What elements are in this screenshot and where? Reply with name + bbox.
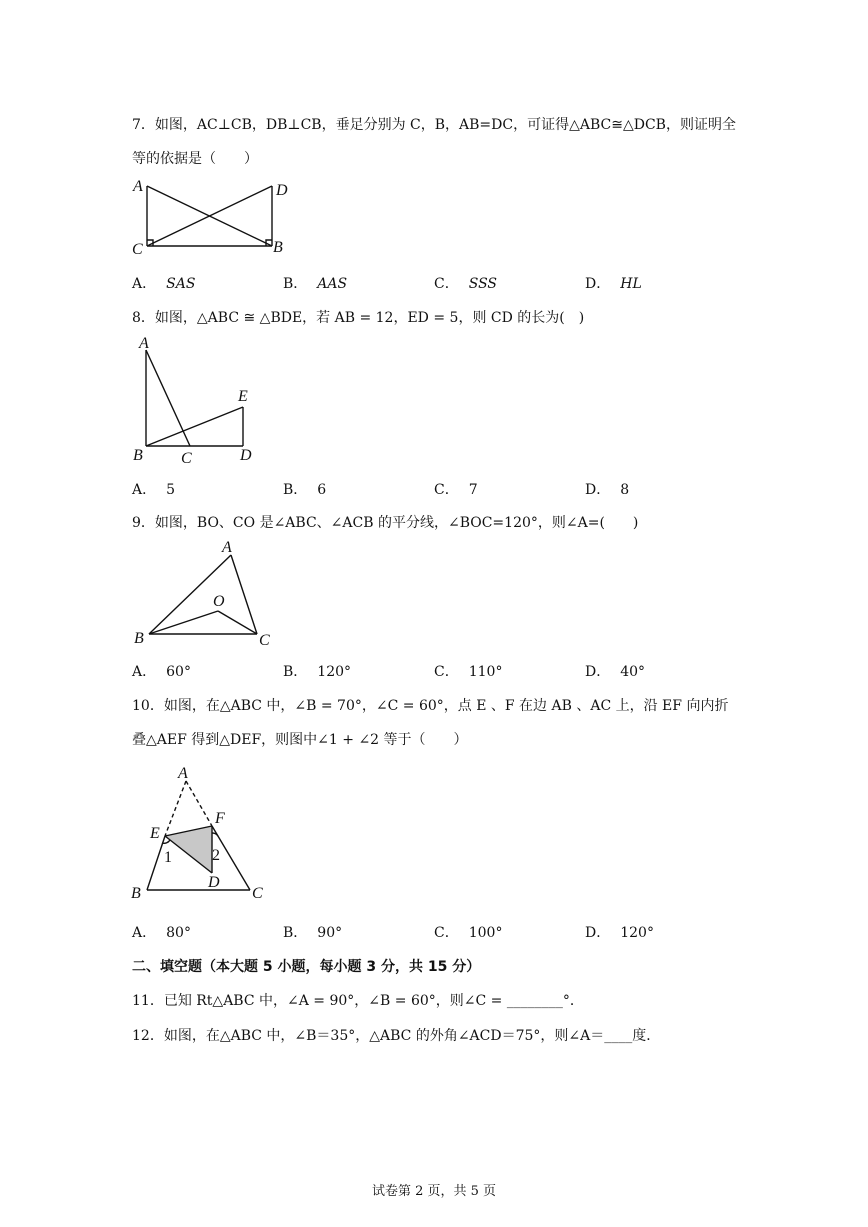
option-text: 5 [166,482,176,498]
q7-label-B: B [273,239,283,256]
q10-option-d[interactable] [585,922,654,942]
q9-option-d[interactable] [585,661,645,681]
option-letter: C． [434,276,459,292]
q10-stem-line1: 10．如图，在△ABC 中，∠B = 70°，∠C = 60°，点 E 、F 在边 AB 、AC 上，沿 EF 向内折 [132,698,729,714]
q10-label-D: D [208,874,220,891]
q9-label-B: B [134,630,144,647]
q8-option-c[interactable] [434,479,478,499]
option-letter: A． [132,664,157,680]
q9-option-a[interactable] [132,661,191,681]
q9-stem: 9．如图，BO、CO 是∠ABC、∠ACB 的平分线，∠BOC=120°，则∠A=( ) [132,515,639,531]
section-heading-fill-in: 二、填空题（本大题 5 小题，每小题 3 分，共 15 分） [132,959,481,975]
q9-label-C: C [259,632,270,649]
option-letter: B． [283,925,308,941]
option-letter: A． [132,276,157,292]
option-text: 110° [468,664,503,680]
option-text: 40° [620,664,646,680]
q8-option-b[interactable] [283,479,326,499]
q8-options [132,479,752,499]
q7-stem-line1: 7．如图，AC⊥CB，DB⊥CB，垂足分别为 C，B，AB=DC，可证得△ABC≅△DCB，则证明全 [132,117,736,133]
q9-label-O: O [213,593,225,610]
option-letter: B． [283,276,308,292]
q10-label-A: A [178,765,188,782]
q10-stem-line2: 叠△AEF 得到△DEF，则图中∠1 + ∠2 等于（ ） [132,732,468,748]
q8-label-A: A [139,335,149,352]
option-text: 60° [166,664,191,680]
option-letter: D． [585,482,611,498]
q7-option-c[interactable] [434,273,497,293]
q10-label-angle1: 1 [164,849,172,866]
q9-option-c[interactable] [434,661,502,681]
q7-options [132,273,752,293]
option-text: 80° [166,925,191,941]
q10-label-B: B [131,885,141,902]
q11-stem: 11．已知 Rt△ABC 中，∠A = 90°，∠B = 60°，则∠C = ________°． [132,993,584,1009]
q10-option-c[interactable] [434,922,502,942]
option-text: AAS [317,276,348,292]
q7-label-A: A [133,178,143,195]
q7-option-b[interactable] [283,273,347,293]
option-letter: C． [434,664,459,680]
page-footer: 试卷第 2 页，共 5 页 [371,1184,497,1199]
option-letter: A． [132,482,157,498]
option-letter: D． [585,925,611,941]
q7-option-d[interactable] [585,273,642,293]
q10-label-angle2: 2 [212,847,220,864]
option-text: SSS [468,276,497,292]
q9-options [132,661,752,681]
option-text: HL [620,276,642,292]
option-letter: C． [434,482,459,498]
q9-label-A: A [222,539,232,556]
q8-label-E: E [238,388,248,405]
q7-option-a[interactable] [132,273,195,293]
option-text: 90° [317,925,343,941]
q10-option-b[interactable] [283,922,342,942]
option-text: 100° [468,925,503,941]
q7-label-C: C [132,241,143,258]
option-letter: B． [283,482,308,498]
option-letter: D． [585,664,611,680]
q10-label-C: C [252,885,263,902]
option-letter: B． [283,664,308,680]
q7-stem-line2: 等的依据是（ ） [132,151,258,167]
q8-option-a[interactable] [132,479,175,499]
q8-stem: 8．如图，△ABC ≅ △BDE，若 AB = 12，ED = 5，则 CD 的长为( ) [132,310,585,326]
option-text: 6 [317,482,327,498]
q12-stem: 12．如图，在△ABC 中，∠B＝35°，△ABC 的外角∠ACD＝75°，则∠A＝____度． [132,1028,661,1044]
option-text: 120° [620,925,654,941]
option-letter: C． [434,925,459,941]
option-text: 7 [468,482,478,498]
q8-label-D: D [240,447,252,464]
option-text: SAS [166,276,196,292]
q9-option-b[interactable] [283,661,351,681]
option-letter: D． [585,276,611,292]
q10-label-F: F [215,810,225,827]
q10-options [132,922,752,942]
q8-label-C: C [181,450,192,467]
q7-label-D: D [276,182,288,199]
q8-label-B: B [133,447,143,464]
option-text: 8 [620,482,630,498]
q10-label-E: E [150,825,160,842]
q8-option-d[interactable] [585,479,629,499]
q10-option-a[interactable] [132,922,191,942]
option-text: 120° [317,664,352,680]
option-letter: A． [132,925,157,941]
